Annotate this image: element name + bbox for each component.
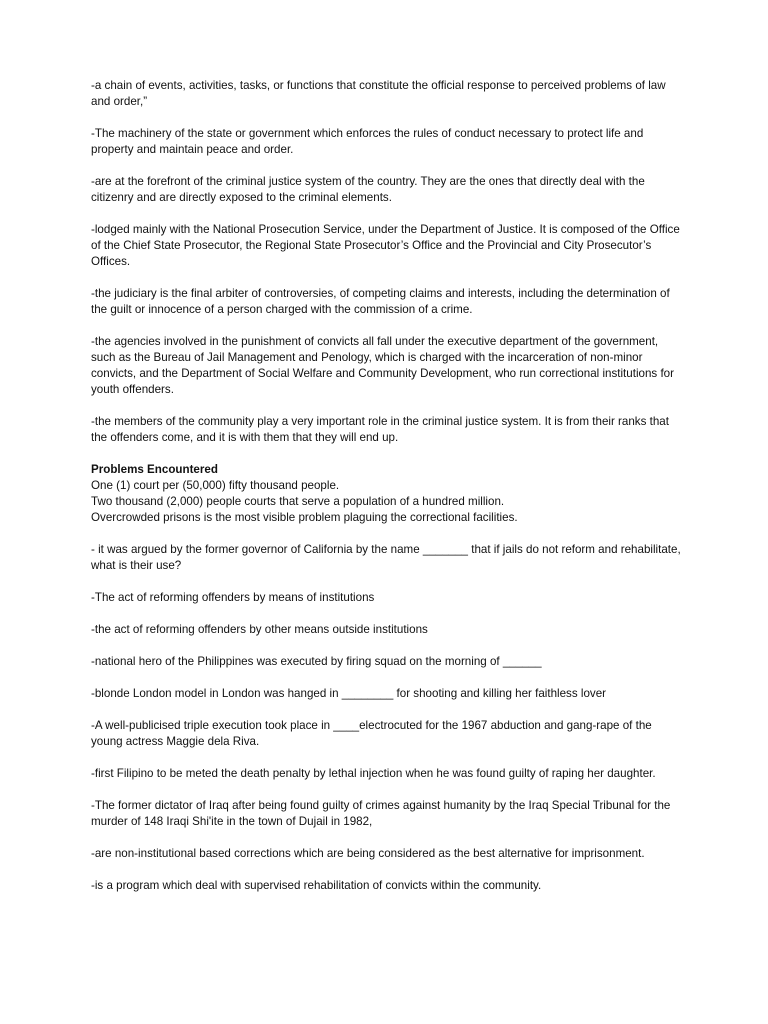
paragraph-community: -the members of the community play a very important role in the criminal justice system. It is from their ranks that the offenders come, and it is with them that they will end up. bbox=[91, 415, 669, 444]
problems-section bbox=[91, 462, 681, 526]
document-page bbox=[91, 78, 681, 910]
problem-line: Overcrowded prisons is the most visible problem plaguing the correctional facilities. bbox=[91, 511, 518, 524]
paragraph-law-enforcement: -The machinery of the state or government which enforces the rules of conduct necessary to protect life and property and maintain peace and order. bbox=[91, 127, 644, 156]
paragraph-community-program: -is a program which deal with supervised rehabilitation of convicts within the community. bbox=[91, 879, 542, 892]
paragraph-london-model: -blonde London model in London was hanged in ________ for shooting and killing her faithless lover bbox=[91, 687, 606, 700]
paragraph-iraq-dictator: -The former dictator of Iraq after being found guilty of crimes against humanity by the Iraq Special Tribunal for the murder of 148 Iraqi Shi'ite in the town of Dujail in 1982, bbox=[91, 799, 671, 828]
paragraph-non-institutional-corrections: -the act of reforming offenders by other means outside institutions bbox=[91, 623, 428, 636]
paragraph-corrections: -the agencies involved in the punishment of convicts all fall under the executive department of the government, such as the Bureau of Jail Management and Penology, which is charged with the incarceration of non-minor convicts, and the Department of Social Welfare and Community Development, who run correctional institutions for youth offenders. bbox=[91, 335, 674, 396]
paragraph-national-hero: -national hero of the Philippines was executed by firing squad on the morning of ______ bbox=[91, 655, 542, 668]
paragraph-criminal-justice-definition: -a chain of events, activities, tasks, or functions that constitute the official response to perceived problems of law and order,” bbox=[91, 79, 666, 108]
paragraph-triple-execution: -A well-publicised triple execution took place in ____electrocuted for the 1967 abduction and gang-rape of the young actress Maggie dela Riva. bbox=[91, 719, 652, 748]
paragraph-prosecution: -lodged mainly with the National Prosecution Service, under the Department of Justice. It is composed of the Office of the Chief State Prosecutor, the Regional State Prosecutor’s Office and the Provincial and City Prosecutor’s Offices. bbox=[91, 223, 680, 268]
paragraph-california-governor: - it was argued by the former governor of California by the name _______ that if jails do not reform and rehabilitate, what is their use? bbox=[91, 543, 681, 572]
problems-heading: Problems Encountered bbox=[91, 463, 218, 476]
problem-line: Two thousand (2,000) people courts that serve a population of a hundred million. bbox=[91, 495, 505, 508]
paragraph-lethal-injection: -first Filipino to be meted the death penalty by lethal injection when he was found guilty of raping her daughter. bbox=[91, 767, 656, 780]
paragraph-judiciary: -the judiciary is the final arbiter of controversies, of competing claims and interests, including the determination of the guilt or innocence of a person charged with the commission of a crime. bbox=[91, 287, 670, 316]
paragraph-institutional-corrections: -The act of reforming offenders by means of institutions bbox=[91, 591, 375, 604]
problem-line: One (1) court per (50,000) fifty thousand people. bbox=[91, 479, 340, 492]
paragraph-police: -are at the forefront of the criminal justice system of the country. They are the ones that directly deal with the citizenry and are directly exposed to the criminal elements. bbox=[91, 175, 645, 204]
paragraph-alternative-imprisonment: -are non-institutional based corrections which are being considered as the best alternative for imprisonment. bbox=[91, 847, 645, 860]
